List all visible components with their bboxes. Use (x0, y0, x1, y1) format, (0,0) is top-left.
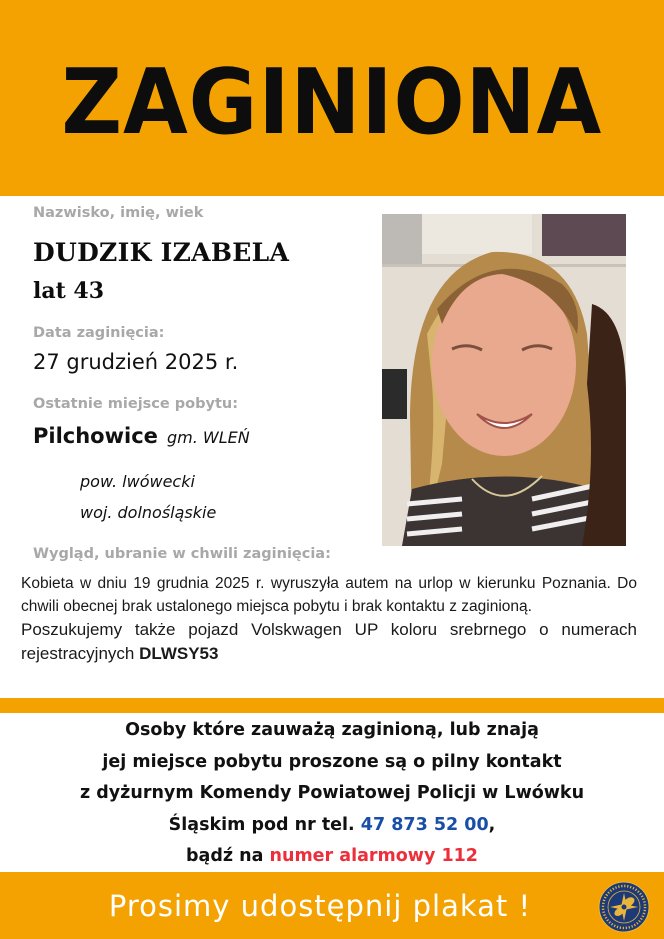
description-paragraph-1: Kobieta w dniu 19 grudnia 2025 r. wyruszyła autem na urlop w kierunku Poznania. Do chwili obecnej brak ustalonego miejsca pobytu i brak kontaktu z zaginioną. (21, 575, 637, 615)
last-location-commune: gm. WLEŃ (167, 428, 250, 447)
person-age: lat 43 (33, 278, 105, 304)
emergency-number: numer alarmowy 112 (269, 846, 478, 866)
search-rescue-group-badge-icon (598, 881, 650, 933)
last-location-town-row (33, 424, 250, 448)
contact-line-4 (0, 810, 664, 842)
license-plate: DLWSY53 (139, 644, 219, 663)
identity-label: Nazwisko, imię, wiek (33, 205, 204, 221)
contact-line-3: z dyżurnym Komendy Powiatowej Policji w Lwówku (79, 783, 585, 803)
missing-person-photo (382, 214, 626, 546)
last-location-voivodeship: woj. dolnośląskie (80, 503, 217, 522)
missing-date-label: Data zaginięcia: (33, 325, 165, 341)
footer-band (0, 872, 664, 939)
contact-line-1: Osoby które zauważą zaginioną, lub znają (125, 720, 539, 740)
contact-line-4-suffix: , (488, 814, 496, 835)
section-divider (0, 698, 664, 713)
police-phone-number: 47 873 52 00 (360, 814, 489, 835)
person-name: DUDZIK IZABELA (33, 238, 290, 267)
header-band (0, 0, 664, 196)
contact-line-5 (0, 841, 664, 873)
description-block (21, 572, 637, 666)
missing-date-value: 27 grudzień 2025 r. (33, 350, 239, 374)
contact-line-5-prefix: bądź na (186, 846, 270, 866)
description-paragraph-2 (21, 618, 637, 666)
portrait-placeholder-icon (382, 214, 626, 546)
last-location-town: Pilchowice (33, 424, 158, 448)
contact-line-2: jej miejsce pobytu proszone są o pilny kontakt (102, 751, 562, 772)
contact-block (0, 715, 664, 873)
last-location-label: Ostatnie miejsce pobytu: (33, 396, 238, 412)
last-location-county: pow. lwówecki (80, 472, 195, 491)
share-request-text: Prosimy udostępnij plakat ! (108, 888, 532, 923)
contact-line-4-prefix: Śląskim pod nr tel. (168, 814, 361, 835)
description-label: Wygląd, ubranie w chwili zaginięcia: (33, 546, 331, 562)
vehicle-text: Poszukujemy także pojazd Volskwagen UP koloru srebrnego o numerach rejestracyjnych (21, 620, 637, 663)
poster-title: ZAGINIONA (61, 49, 603, 155)
